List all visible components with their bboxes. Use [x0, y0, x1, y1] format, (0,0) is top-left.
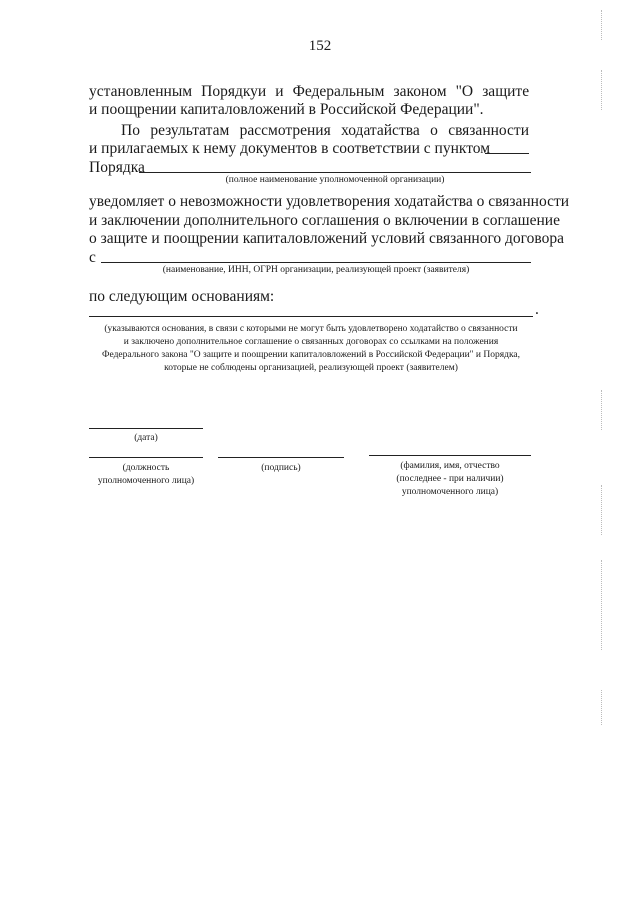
word: договора: [505, 230, 564, 247]
caption-line: (указываются основания, в связи с которыми не могут быть удовлетворено ходатайство о связанности: [104, 324, 518, 334]
word: ходатайства: [341, 122, 420, 139]
word: установленным: [89, 83, 193, 100]
signature-caption: (подпись): [261, 463, 301, 473]
para3-line1: [89, 192, 570, 212]
word: и: [89, 212, 98, 229]
scan-mark: [601, 390, 602, 430]
para2-line1: [121, 121, 529, 141]
applicant-caption: (наименование, ИНН, ОГРН организации, реализующей проект (заявителя): [162, 265, 470, 275]
word: заключении: [101, 212, 180, 229]
word: связанности: [488, 193, 570, 210]
caption-line: Федерального закона "О защите и поощрении капиталовложений в Российской Федерации" и Порядка,: [101, 350, 521, 360]
word: и: [89, 140, 98, 157]
caption-line: (фамилия, имя, отчество: [400, 461, 500, 471]
word: пунктом: [434, 140, 491, 157]
word: соглашение: [482, 212, 560, 229]
word: дополнительного: [183, 212, 298, 229]
applicant-name-blank: [101, 262, 531, 263]
word: законом: [393, 83, 447, 100]
grounds-label: по следующим основаниям:: [89, 288, 275, 305]
scan-mark: [601, 560, 602, 650]
word: и: [151, 230, 160, 247]
word: в: [321, 140, 329, 157]
word: соответствии: [332, 140, 420, 157]
word: Порядкуи: [201, 83, 267, 100]
scan-mark: [601, 690, 602, 725]
word: с: [423, 140, 431, 157]
word: условий: [371, 230, 426, 247]
word: связанности: [448, 122, 529, 139]
position-blank: [89, 457, 203, 458]
scan-mark: [601, 70, 602, 110]
para3-line2: [89, 211, 560, 231]
fullname-blank: [369, 455, 531, 456]
word: ходатайства: [394, 193, 473, 210]
word: связанного: [428, 230, 502, 247]
caption-line: и заключено дополнительное соглашение о связанных договорах со ссылками на положения: [123, 337, 499, 347]
word: По: [121, 122, 140, 139]
word: "О: [455, 83, 474, 100]
word: поощрении: [163, 230, 239, 247]
word: к: [192, 140, 200, 157]
word: прилагаемых: [101, 140, 189, 157]
scan-mark: [601, 485, 602, 535]
word: о: [168, 193, 176, 210]
caption-line: (должность: [122, 463, 170, 473]
date-caption: (дата): [134, 433, 158, 443]
clause-number-blank: [485, 153, 529, 154]
word: рассмотрения: [239, 122, 331, 139]
position-caption: [64, 462, 228, 488]
para1-line2: и поощрении капиталовложений в Российской Федерации".: [89, 101, 484, 118]
grounds-caption: [80, 323, 542, 375]
word: в: [471, 212, 479, 229]
grounds-end-mark: .: [535, 301, 539, 318]
para3-line3: [89, 229, 564, 249]
word: о: [383, 212, 391, 229]
word: уведомляет: [89, 193, 165, 210]
word: невозможности: [179, 193, 283, 210]
word: о: [430, 122, 438, 139]
caption-line: которые не соблюдены организацией, реализующей проект (заявителем): [164, 363, 458, 373]
para2-line3: Порядка: [89, 159, 145, 176]
para2-line2: [89, 139, 491, 159]
word: включении: [394, 212, 468, 229]
page-number: 152: [308, 38, 332, 54]
word: удовлетворения: [286, 193, 391, 210]
word: и: [275, 83, 284, 100]
word: документов: [240, 140, 318, 157]
word: о: [476, 193, 485, 210]
word: соглашения: [301, 212, 380, 229]
organization-name-blank: [139, 172, 531, 173]
para1-line1: [89, 82, 529, 102]
word: Федеральным: [292, 83, 385, 100]
caption-line: уполномоченного лица): [97, 476, 195, 486]
fullname-caption: [369, 460, 531, 499]
caption-line: (последнее - при наличии): [396, 474, 504, 484]
organization-caption: (полное наименование уполномоченной организации): [225, 175, 445, 185]
grounds-blank: [89, 316, 533, 317]
word: защите: [482, 83, 530, 100]
para3-line4: с: [89, 249, 96, 266]
word: нему: [203, 140, 237, 157]
signature-blank: [218, 457, 344, 458]
word: капиталовложений: [242, 230, 368, 247]
word: результатам: [150, 122, 230, 139]
caption-line: уполномоченного лица): [401, 487, 499, 497]
scan-mark: [601, 10, 602, 40]
word: о: [89, 230, 97, 247]
date-blank: [89, 428, 203, 429]
word: защите: [100, 230, 148, 247]
